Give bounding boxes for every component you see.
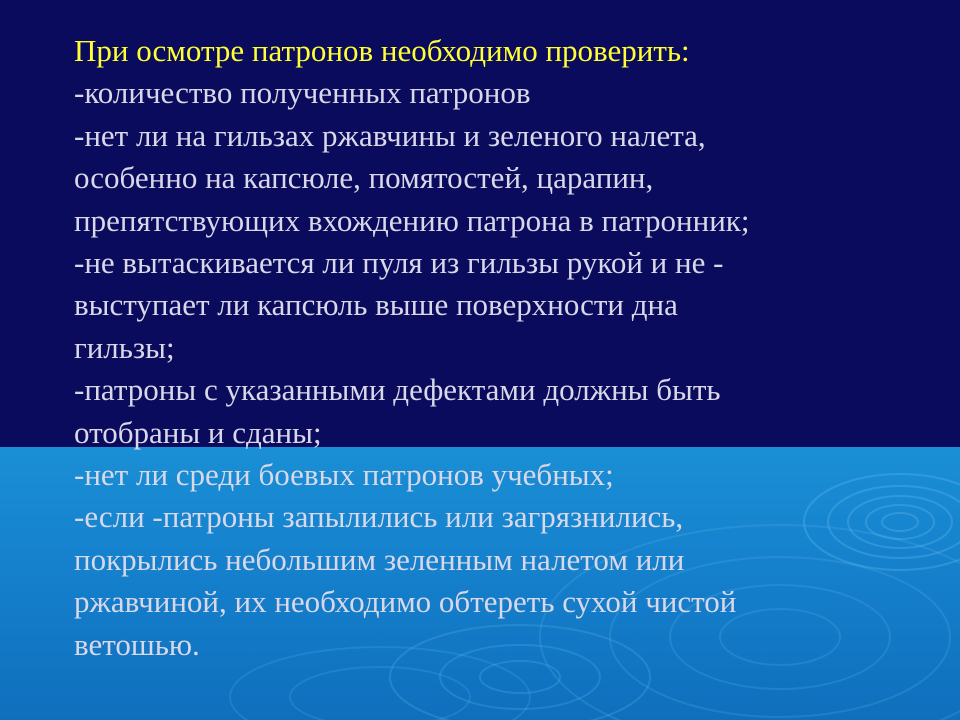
text-line-9: отобраны и сданы; (74, 414, 322, 450)
text-line-10: -нет ли среди боевых патронов учебных; (74, 457, 614, 493)
text-line-6: выступает ли капсюль выше поверхности дна (74, 287, 678, 323)
text-line-5: -не вытаскивается ли пуля из гильзы рукой и не - (74, 245, 724, 281)
text-line-7: гильзы; (74, 329, 175, 365)
slide-heading: При осмотре патронов необходимо проверить: (74, 33, 690, 68)
text-line-13: ржавчиной, их необходимо обтереть сухой чистой (74, 584, 737, 620)
text-line-2: -нет ли на гильзах ржавчины и зеленого налета, (74, 117, 706, 153)
text-line-14: ветошью. (74, 626, 200, 662)
slide-text-block (74, 30, 914, 666)
text-line-12: покрылись небольшим зеленным налетом или (74, 541, 685, 577)
text-line-11: -если -патроны запылились или загрязнились, (74, 499, 684, 535)
text-line-1: -количество полученных патронов (74, 75, 531, 111)
text-line-8: -патроны с указанными дефектами должны быть (74, 372, 721, 408)
text-line-3: особенно на капсюле, помятостей, царапин, (74, 160, 654, 196)
text-line-4: препятствующих вхождению патрона в патронник; (74, 202, 750, 238)
